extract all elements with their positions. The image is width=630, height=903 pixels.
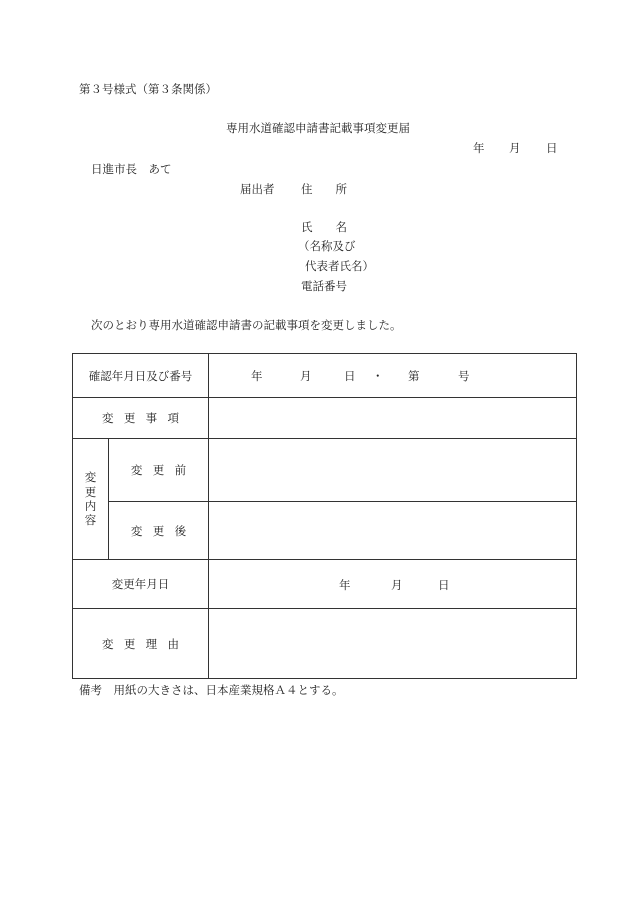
change-month: 月 <box>391 578 403 592</box>
change-reason-label: 変更理由 <box>101 636 190 651</box>
after-value[interactable] <box>209 502 577 560</box>
name-label: 氏 名 <box>301 220 347 234</box>
change-content-char: 内 <box>84 499 97 513</box>
address-label: 住 所 <box>301 182 347 196</box>
change-day: 日 <box>438 578 450 592</box>
change-date-cell[interactable] <box>209 560 577 609</box>
before-label-cell <box>109 439 209 502</box>
name-note-1: （名称及び <box>298 239 356 253</box>
confirmation-date-number-cell[interactable] <box>209 354 577 398</box>
change-item-value[interactable] <box>209 398 577 439</box>
conf-go: 号 <box>458 369 470 383</box>
change-item-label: 変更事項 <box>101 411 190 425</box>
change-date-label: 変更年月日 <box>73 560 209 609</box>
date-year: 年 <box>473 141 485 155</box>
statement: 次のとおり専用水道確認申請書の記載事項を変更しました。 <box>91 318 402 332</box>
change-content-char: 更 <box>84 484 97 499</box>
conf-day: 日 <box>344 369 356 383</box>
before-label: 変更前 <box>130 463 197 477</box>
after-label: 変更後 <box>130 523 197 538</box>
conf-month: 月 <box>300 369 312 383</box>
conf-dot: ・ <box>372 369 384 383</box>
confirmation-date-number-label: 確認年月日及び番号 <box>73 354 209 398</box>
remarks: 備考 用紙の大きさは、日本産業規格Ａ４とする。 <box>79 683 344 697</box>
applicant-label: 届出者 <box>240 182 275 196</box>
change-reason-label-cell <box>73 609 209 679</box>
page-title: 専用水道確認申請書記載事項変更届 <box>226 121 410 135</box>
conf-year: 年 <box>251 369 263 383</box>
change-content-char: 容 <box>84 513 97 528</box>
date-month: 月 <box>509 141 521 155</box>
change-content-char: 変 <box>84 470 97 485</box>
phone-label: 電話番号 <box>301 279 347 293</box>
after-label-cell <box>109 502 209 560</box>
change-content-label <box>73 439 109 560</box>
change-year: 年 <box>339 578 351 592</box>
change-table <box>72 353 577 679</box>
name-note-2: 代表者氏名） <box>305 259 374 273</box>
form-number: 第３号様式（第３条関係） <box>79 82 217 96</box>
before-value[interactable] <box>209 439 577 502</box>
change-item-label-cell <box>73 398 209 439</box>
change-reason-value[interactable] <box>209 609 577 679</box>
date-day: 日 <box>546 141 558 155</box>
addressee: 日進市長 あて <box>91 162 172 176</box>
conf-dai: 第 <box>408 369 420 383</box>
